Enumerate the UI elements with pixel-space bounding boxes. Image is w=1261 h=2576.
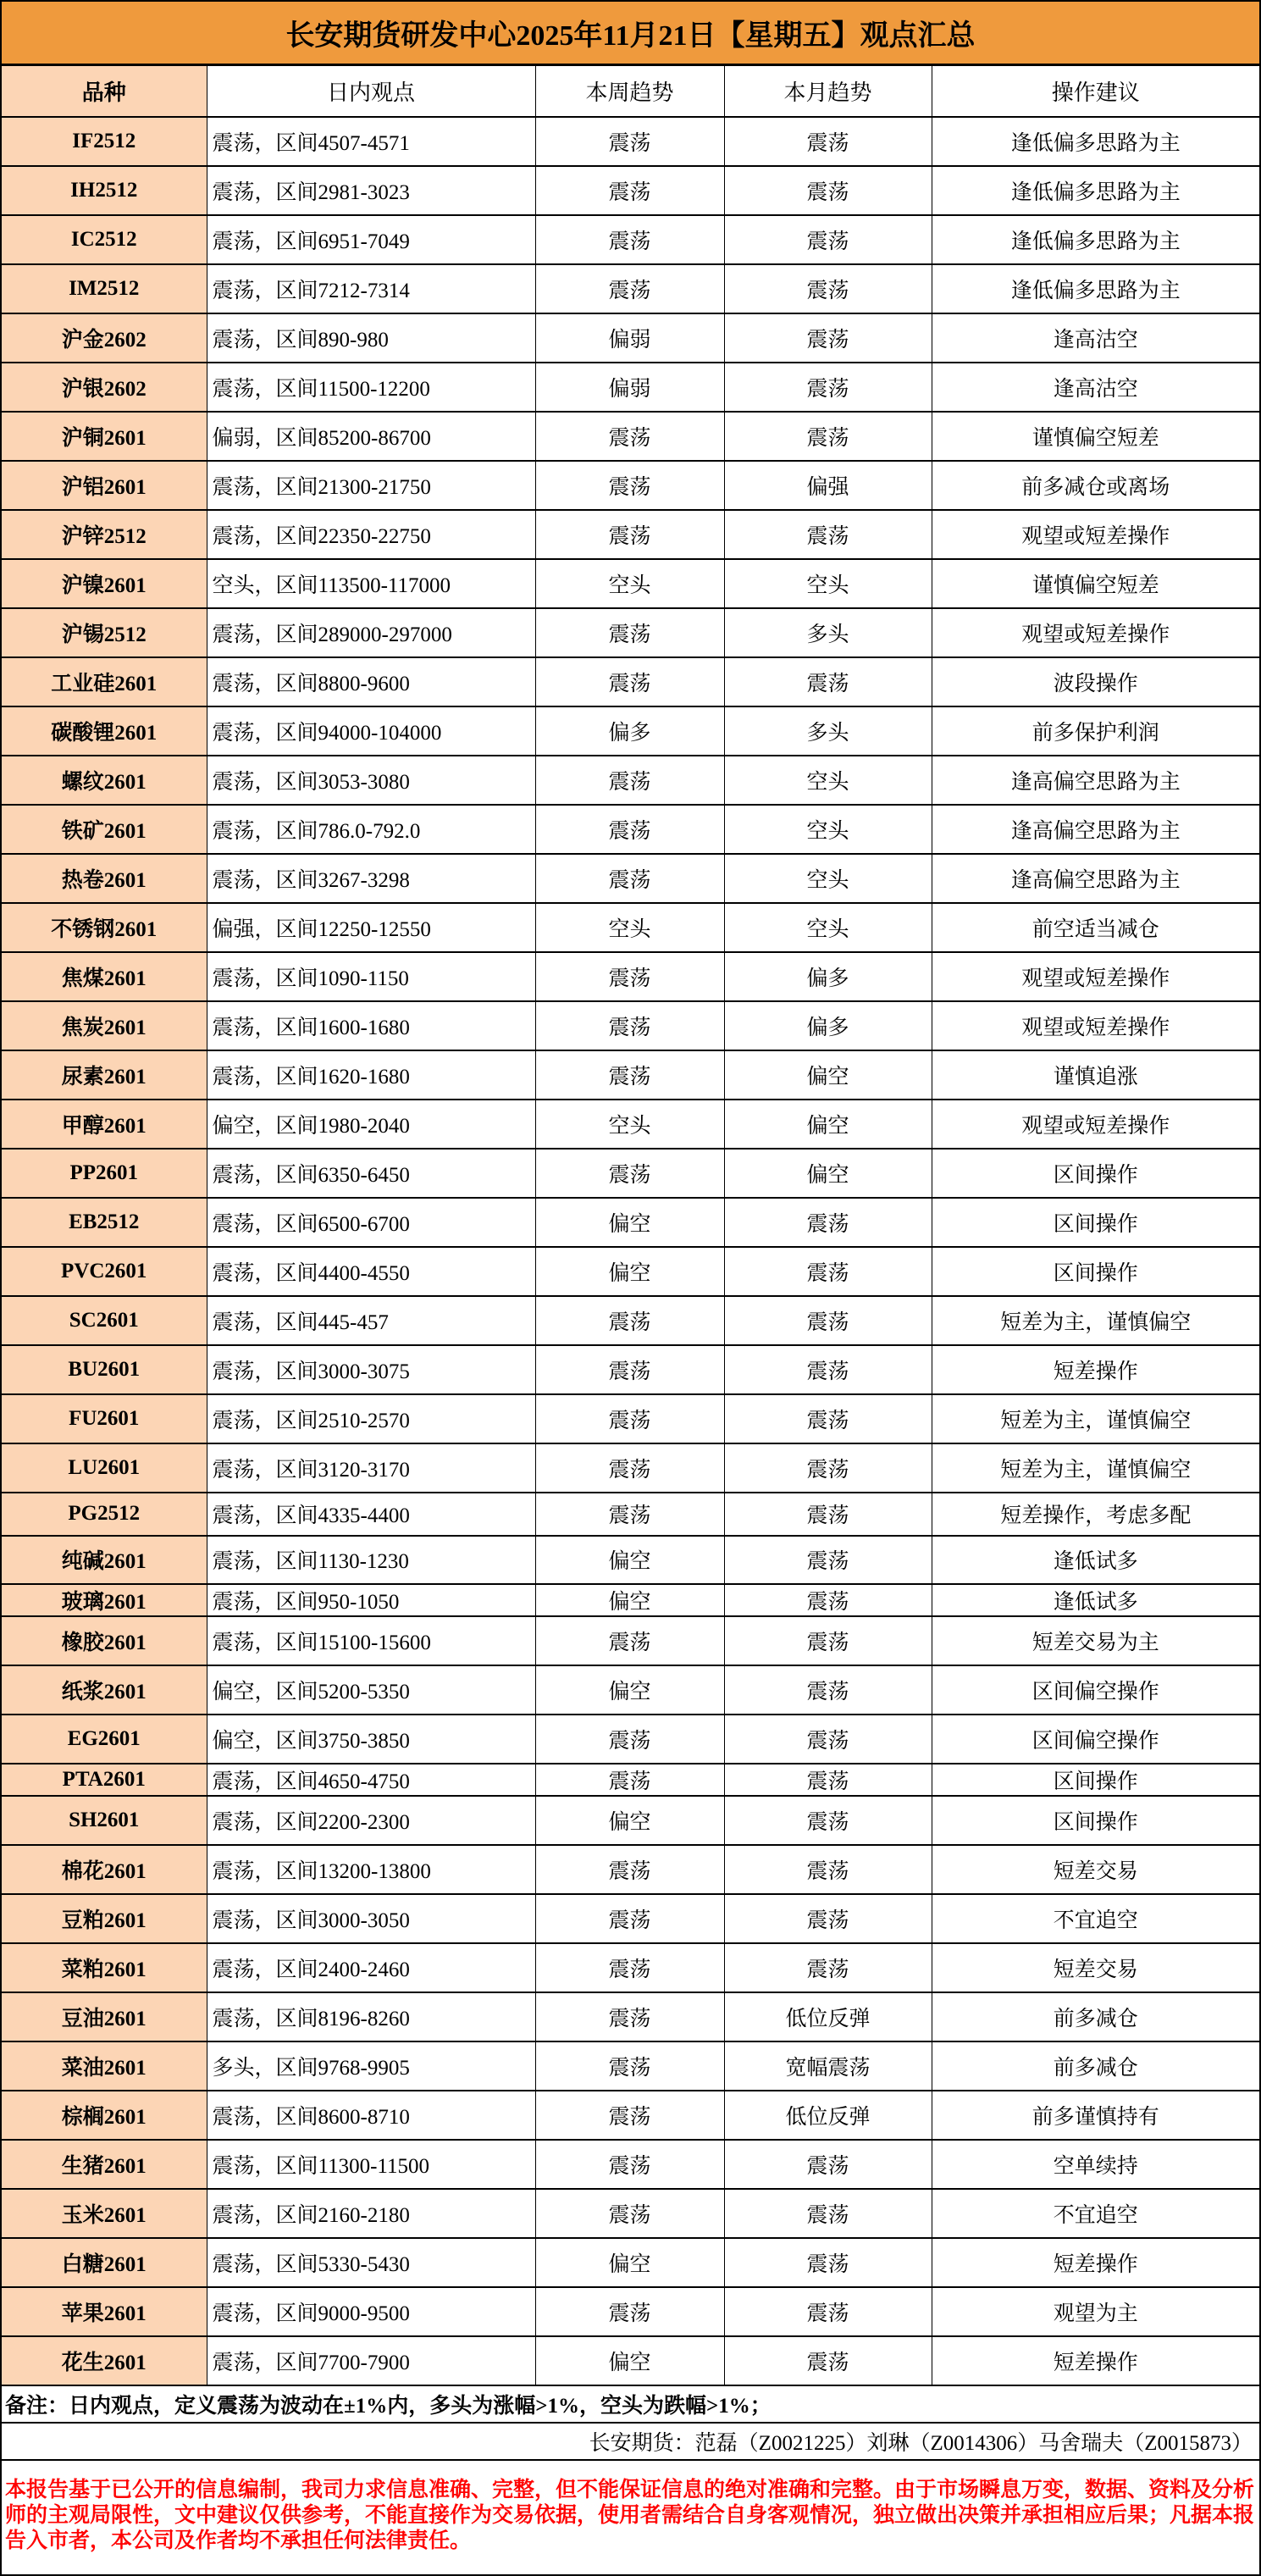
table-row <box>2 510 1259 559</box>
intraday-view-cell: 震荡，区间8196-8260 <box>207 1992 535 2041</box>
table-row <box>2 1493 1259 1536</box>
intraday-view-cell: 震荡，区间1600-1680 <box>207 1001 535 1050</box>
advice-cell: 短差为主，谨慎偏空 <box>932 1443 1259 1493</box>
advice-cell: 前多减仓 <box>932 1992 1259 2041</box>
month-trend-cell: 震荡 <box>724 1616 932 1665</box>
advice-cell: 谨慎追涨 <box>932 1050 1259 1100</box>
advice-cell: 区间操作 <box>932 1247 1259 1296</box>
month-trend-cell: 空头 <box>724 903 932 952</box>
advice-cell: 逢低试多 <box>932 1536 1259 1584</box>
advice-cell: 区间操作 <box>932 1796 1259 1845</box>
table-row <box>2 1050 1259 1100</box>
month-trend-cell: 震荡 <box>724 510 932 559</box>
table-row <box>2 363 1259 412</box>
week-trend-cell: 震荡 <box>535 215 724 264</box>
advice-cell: 区间偏空操作 <box>932 1715 1259 1764</box>
note-row: 备注：日内观点，定义震荡为波动在±1%内，多头为涨幅>1%，空头为跌幅>1%； <box>2 2386 1259 2424</box>
intraday-view-cell: 震荡，区间289000-297000 <box>207 608 535 657</box>
table-row <box>2 1796 1259 1845</box>
intraday-view-cell: 震荡，区间445-457 <box>207 1296 535 1345</box>
month-trend-cell: 震荡 <box>724 166 932 215</box>
variety-cell: 沪锌2512 <box>2 510 207 559</box>
variety-cell: 苹果2601 <box>2 2287 207 2336</box>
week-trend-cell: 偏空 <box>535 1247 724 1296</box>
variety-cell: 焦炭2601 <box>2 1001 207 1050</box>
week-trend-cell: 震荡 <box>535 1001 724 1050</box>
advice-cell: 前多保护利润 <box>932 706 1259 756</box>
variety-cell: 尿素2601 <box>2 1050 207 1100</box>
month-trend-cell: 偏空 <box>724 1149 932 1198</box>
month-trend-cell: 宽幅震荡 <box>724 2041 932 2091</box>
intraday-view-cell: 震荡，区间21300-21750 <box>207 461 535 510</box>
table-header-row <box>2 66 1259 117</box>
intraday-view-cell: 震荡，区间1620-1680 <box>207 1050 535 1100</box>
intraday-view-cell: 震荡，区间4507-4571 <box>207 117 535 166</box>
month-trend-cell: 空头 <box>724 854 932 903</box>
header-week-trend: 本周趋势 <box>535 66 724 117</box>
month-trend-cell: 低位反弹 <box>724 2091 932 2140</box>
views-table-body <box>2 66 1259 2385</box>
table-row <box>2 706 1259 756</box>
week-trend-cell: 震荡 <box>535 2041 724 2091</box>
table-row <box>2 2336 1259 2385</box>
variety-cell: 白糖2601 <box>2 2238 207 2287</box>
week-trend-cell: 震荡 <box>535 510 724 559</box>
week-trend-cell: 偏空 <box>535 1198 724 1247</box>
intraday-view-cell: 震荡，区间22350-22750 <box>207 510 535 559</box>
month-trend-cell: 震荡 <box>724 2238 932 2287</box>
variety-cell: 生猪2601 <box>2 2140 207 2189</box>
variety-cell: EB2512 <box>2 1198 207 1247</box>
table-row <box>2 461 1259 510</box>
intraday-view-cell: 震荡，区间2200-2300 <box>207 1796 535 1845</box>
table-row <box>2 854 1259 903</box>
variety-cell: EG2601 <box>2 1715 207 1764</box>
table-row <box>2 2189 1259 2238</box>
intraday-view-cell: 偏弱，区间85200-86700 <box>207 412 535 461</box>
week-trend-cell: 震荡 <box>535 756 724 805</box>
month-trend-cell: 震荡 <box>724 215 932 264</box>
variety-cell: PP2601 <box>2 1149 207 1198</box>
advice-cell: 观望为主 <box>932 2287 1259 2336</box>
intraday-view-cell: 震荡，区间13200-13800 <box>207 1845 535 1894</box>
month-trend-cell: 震荡 <box>724 1584 932 1616</box>
table-row <box>2 1149 1259 1198</box>
variety-cell: 橡胶2601 <box>2 1616 207 1665</box>
advice-cell: 谨慎偏空短差 <box>932 412 1259 461</box>
month-trend-cell: 震荡 <box>724 1247 932 1296</box>
week-trend-cell: 偏弱 <box>535 363 724 412</box>
variety-cell: 焦煤2601 <box>2 952 207 1001</box>
advice-cell: 逢低试多 <box>932 1584 1259 1616</box>
variety-cell: SC2601 <box>2 1296 207 1345</box>
variety-cell: 沪银2602 <box>2 363 207 412</box>
intraday-view-cell: 震荡，区间8600-8710 <box>207 2091 535 2140</box>
advice-cell: 短差为主，谨慎偏空 <box>932 1394 1259 1443</box>
variety-cell: BU2601 <box>2 1345 207 1394</box>
week-trend-cell: 震荡 <box>535 1894 724 1943</box>
intraday-view-cell: 震荡，区间2510-2570 <box>207 1394 535 1443</box>
month-trend-cell: 震荡 <box>724 313 932 363</box>
week-trend-cell: 震荡 <box>535 1992 724 2041</box>
advice-cell: 逢低偏多思路为主 <box>932 117 1259 166</box>
week-trend-cell: 震荡 <box>535 2140 724 2189</box>
month-trend-cell: 震荡 <box>724 1296 932 1345</box>
variety-cell: 菜粕2601 <box>2 1943 207 1992</box>
variety-cell: LU2601 <box>2 1443 207 1493</box>
month-trend-cell: 震荡 <box>724 2287 932 2336</box>
header-intraday: 日内观点 <box>207 66 535 117</box>
advice-cell: 逢高偏空思路为主 <box>932 805 1259 854</box>
variety-cell: 纸浆2601 <box>2 1665 207 1715</box>
variety-cell: 螺纹2601 <box>2 756 207 805</box>
advice-cell: 区间操作 <box>932 1198 1259 1247</box>
table-row <box>2 559 1259 608</box>
variety-cell: 玻璃2601 <box>2 1584 207 1616</box>
week-trend-cell: 震荡 <box>535 608 724 657</box>
variety-cell: 工业硅2601 <box>2 657 207 706</box>
variety-cell: 菜油2601 <box>2 2041 207 2091</box>
variety-cell: 热卷2601 <box>2 854 207 903</box>
intraday-view-cell: 震荡，区间11500-12200 <box>207 363 535 412</box>
intraday-view-cell: 震荡，区间4650-4750 <box>207 1764 535 1796</box>
table-row <box>2 2091 1259 2140</box>
intraday-view-cell: 震荡，区间1090-1150 <box>207 952 535 1001</box>
variety-cell: 沪铝2601 <box>2 461 207 510</box>
table-row <box>2 264 1259 313</box>
month-trend-cell: 偏多 <box>724 1001 932 1050</box>
week-trend-cell: 震荡 <box>535 2287 724 2336</box>
advice-cell: 逢低偏多思路为主 <box>932 264 1259 313</box>
variety-cell: 沪金2602 <box>2 313 207 363</box>
advice-cell: 短差操作 <box>932 2336 1259 2385</box>
table-row <box>2 1715 1259 1764</box>
table-row <box>2 657 1259 706</box>
variety-cell: 碳酸锂2601 <box>2 706 207 756</box>
header-advice: 操作建议 <box>932 66 1259 117</box>
intraday-view-cell: 震荡，区间7700-7900 <box>207 2336 535 2385</box>
advice-cell: 前空适当减仓 <box>932 903 1259 952</box>
advice-cell: 不宜追空 <box>932 1894 1259 1943</box>
table-row <box>2 756 1259 805</box>
month-trend-cell: 低位反弹 <box>724 1992 932 2041</box>
variety-cell: SH2601 <box>2 1796 207 1845</box>
table-row <box>2 903 1259 952</box>
week-trend-cell: 震荡 <box>535 1345 724 1394</box>
week-trend-cell: 震荡 <box>535 1050 724 1100</box>
table-row <box>2 1894 1259 1943</box>
month-trend-cell: 震荡 <box>724 363 932 412</box>
month-trend-cell: 空头 <box>724 559 932 608</box>
week-trend-cell: 震荡 <box>535 1443 724 1493</box>
month-trend-cell: 偏空 <box>724 1050 932 1100</box>
week-trend-cell: 震荡 <box>535 2091 724 2140</box>
month-trend-cell: 偏强 <box>724 461 932 510</box>
advice-cell: 前多减仓 <box>932 2041 1259 2091</box>
table-row <box>2 1992 1259 2041</box>
week-trend-cell: 震荡 <box>535 952 724 1001</box>
week-trend-cell: 震荡 <box>535 412 724 461</box>
intraday-view-cell: 震荡，区间3267-3298 <box>207 854 535 903</box>
intraday-view-cell: 震荡，区间9000-9500 <box>207 2287 535 2336</box>
variety-cell: PVC2601 <box>2 1247 207 1296</box>
variety-cell: PTA2601 <box>2 1764 207 1796</box>
table-row <box>2 952 1259 1001</box>
advice-cell: 逢高沽空 <box>932 363 1259 412</box>
intraday-view-cell: 偏空，区间5200-5350 <box>207 1665 535 1715</box>
month-trend-cell: 多头 <box>724 706 932 756</box>
table-row <box>2 1764 1259 1796</box>
table-row <box>2 117 1259 166</box>
week-trend-cell: 震荡 <box>535 2189 724 2238</box>
advice-cell: 不宜追空 <box>932 2189 1259 2238</box>
intraday-view-cell: 震荡，区间2400-2460 <box>207 1943 535 1992</box>
month-trend-cell: 震荡 <box>724 1536 932 1584</box>
report-title: 长安期货研发中心2025年11月21日【星期五】观点汇总 <box>2 0 1259 65</box>
advice-cell: 前多谨慎持有 <box>932 2091 1259 2140</box>
week-trend-cell: 震荡 <box>535 1715 724 1764</box>
variety-cell: PG2512 <box>2 1493 207 1536</box>
intraday-view-cell: 震荡，区间2160-2180 <box>207 2189 535 2238</box>
table-row <box>2 166 1259 215</box>
table-row <box>2 2041 1259 2091</box>
month-trend-cell: 震荡 <box>724 1943 932 1992</box>
advice-cell: 波段操作 <box>932 657 1259 706</box>
intraday-view-cell: 震荡，区间3120-3170 <box>207 1443 535 1493</box>
intraday-view-cell: 震荡，区间2981-3023 <box>207 166 535 215</box>
week-trend-cell: 震荡 <box>535 1296 724 1345</box>
week-trend-cell: 偏弱 <box>535 313 724 363</box>
table-row <box>2 1296 1259 1345</box>
month-trend-cell: 震荡 <box>724 2140 932 2189</box>
advice-cell: 观望或短差操作 <box>932 1100 1259 1149</box>
table-row <box>2 215 1259 264</box>
table-row <box>2 608 1259 657</box>
table-row <box>2 2287 1259 2336</box>
intraday-view-cell: 震荡，区间11300-11500 <box>207 2140 535 2189</box>
views-table <box>2 65 1259 2386</box>
table-row <box>2 1345 1259 1394</box>
advice-cell: 区间操作 <box>932 1149 1259 1198</box>
variety-cell: 沪铜2601 <box>2 412 207 461</box>
week-trend-cell: 震荡 <box>535 1943 724 1992</box>
table-row <box>2 1443 1259 1493</box>
intraday-view-cell: 多头，区间9768-9905 <box>207 2041 535 2091</box>
month-trend-cell: 空头 <box>724 805 932 854</box>
week-trend-cell: 震荡 <box>535 854 724 903</box>
advice-cell: 短差操作 <box>932 1345 1259 1394</box>
table-row <box>2 1100 1259 1149</box>
advice-cell: 短差交易 <box>932 1943 1259 1992</box>
intraday-view-cell: 震荡，区间7212-7314 <box>207 264 535 313</box>
month-trend-cell: 震荡 <box>724 264 932 313</box>
table-row <box>2 1845 1259 1894</box>
intraday-view-cell: 震荡，区间4335-4400 <box>207 1493 535 1536</box>
week-trend-cell: 偏空 <box>535 1536 724 1584</box>
week-trend-cell: 偏空 <box>535 1665 724 1715</box>
variety-cell: 沪镍2601 <box>2 559 207 608</box>
variety-cell: IF2512 <box>2 117 207 166</box>
advice-cell: 逢高沽空 <box>932 313 1259 363</box>
week-trend-cell: 震荡 <box>535 1149 724 1198</box>
variety-cell: 铁矿2601 <box>2 805 207 854</box>
week-trend-cell: 震荡 <box>535 1493 724 1536</box>
table-row <box>2 2238 1259 2287</box>
month-trend-cell: 震荡 <box>724 1345 932 1394</box>
intraday-view-cell: 震荡，区间6951-7049 <box>207 215 535 264</box>
table-row <box>2 1394 1259 1443</box>
advice-cell: 谨慎偏空短差 <box>932 559 1259 608</box>
week-trend-cell: 震荡 <box>535 117 724 166</box>
table-row <box>2 1247 1259 1296</box>
advice-cell: 短差操作，考虑多配 <box>932 1493 1259 1536</box>
advice-cell: 区间操作 <box>932 1764 1259 1796</box>
intraday-view-cell: 震荡，区间3000-3075 <box>207 1345 535 1394</box>
advice-cell: 观望或短差操作 <box>932 1001 1259 1050</box>
table-row <box>2 1584 1259 1616</box>
intraday-view-cell: 震荡，区间890-980 <box>207 313 535 363</box>
variety-cell: 甲醇2601 <box>2 1100 207 1149</box>
disclaimer: 本报告基于已公开的信息编制，我司力求信息准确、完整，但不能保证信息的绝对准确和完整。由于市场瞬息万变，数据、资料及分析师的主观局限性，文中建议仅供参考，不能直接作为交易依据，使用者需结合自身客观情况，独立做出决策并承担相应后果；凡据本报告入市者，本公司及作者均不承担任何法律责任。 <box>2 2461 1259 2576</box>
month-trend-cell: 震荡 <box>724 412 932 461</box>
table-row <box>2 1198 1259 1247</box>
advice-cell: 空单续持 <box>932 2140 1259 2189</box>
month-trend-cell: 偏多 <box>724 952 932 1001</box>
month-trend-cell: 空头 <box>724 756 932 805</box>
intraday-view-cell: 震荡，区间3000-3050 <box>207 1894 535 1943</box>
variety-cell: 花生2601 <box>2 2336 207 2385</box>
week-trend-cell: 空头 <box>535 903 724 952</box>
week-trend-cell: 空头 <box>535 1100 724 1149</box>
week-trend-cell: 偏多 <box>535 706 724 756</box>
variety-cell: 豆粕2601 <box>2 1894 207 1943</box>
week-trend-cell: 震荡 <box>535 1845 724 1894</box>
intraday-view-cell: 震荡，区间4400-4550 <box>207 1247 535 1296</box>
advice-cell: 逢高偏空思路为主 <box>932 854 1259 903</box>
variety-cell: 玉米2601 <box>2 2189 207 2238</box>
month-trend-cell: 震荡 <box>724 1894 932 1943</box>
table-row <box>2 412 1259 461</box>
month-trend-cell: 震荡 <box>724 1198 932 1247</box>
month-trend-cell: 震荡 <box>724 1665 932 1715</box>
table-row <box>2 1665 1259 1715</box>
variety-cell: 沪锡2512 <box>2 608 207 657</box>
intraday-view-cell: 震荡，区间6350-6450 <box>207 1149 535 1198</box>
week-trend-cell: 震荡 <box>535 461 724 510</box>
table-row <box>2 805 1259 854</box>
advice-cell: 短差操作 <box>932 2238 1259 2287</box>
week-trend-cell: 震荡 <box>535 1764 724 1796</box>
month-trend-cell: 震荡 <box>724 1764 932 1796</box>
intraday-view-cell: 震荡，区间1130-1230 <box>207 1536 535 1584</box>
intraday-view-cell: 震荡，区间3053-3080 <box>207 756 535 805</box>
month-trend-cell: 震荡 <box>724 1443 932 1493</box>
intraday-view-cell: 震荡，区间950-1050 <box>207 1584 535 1616</box>
table-row <box>2 1943 1259 1992</box>
table-row <box>2 1001 1259 1050</box>
week-trend-cell: 偏空 <box>535 1584 724 1616</box>
month-trend-cell: 震荡 <box>724 117 932 166</box>
month-trend-cell: 震荡 <box>724 1394 932 1443</box>
header-month-trend: 本月趋势 <box>724 66 932 117</box>
variety-cell: FU2601 <box>2 1394 207 1443</box>
month-trend-cell: 震荡 <box>724 1845 932 1894</box>
month-trend-cell: 震荡 <box>724 1715 932 1764</box>
intraday-view-cell: 震荡，区间5330-5430 <box>207 2238 535 2287</box>
advice-cell: 观望或短差操作 <box>932 608 1259 657</box>
variety-cell: 棉花2601 <box>2 1845 207 1894</box>
month-trend-cell: 震荡 <box>724 1796 932 1845</box>
week-trend-cell: 震荡 <box>535 1394 724 1443</box>
variety-cell: IH2512 <box>2 166 207 215</box>
advice-cell: 区间偏空操作 <box>932 1665 1259 1715</box>
week-trend-cell: 震荡 <box>535 166 724 215</box>
table-row <box>2 1536 1259 1584</box>
intraday-view-cell: 震荡，区间94000-104000 <box>207 706 535 756</box>
variety-cell: IM2512 <box>2 264 207 313</box>
advice-cell: 逢高偏空思路为主 <box>932 756 1259 805</box>
intraday-view-cell: 偏空，区间1980-2040 <box>207 1100 535 1149</box>
advice-cell: 观望或短差操作 <box>932 510 1259 559</box>
table-row <box>2 2140 1259 2189</box>
month-trend-cell: 偏空 <box>724 1100 932 1149</box>
week-trend-cell: 震荡 <box>535 264 724 313</box>
week-trend-cell: 偏空 <box>535 1796 724 1845</box>
week-trend-cell: 空头 <box>535 559 724 608</box>
week-trend-cell: 震荡 <box>535 657 724 706</box>
advice-cell: 短差为主，谨慎偏空 <box>932 1296 1259 1345</box>
week-trend-cell: 震荡 <box>535 805 724 854</box>
intraday-view-cell: 震荡，区间8800-9600 <box>207 657 535 706</box>
table-row <box>2 313 1259 363</box>
intraday-view-cell: 震荡，区间6500-6700 <box>207 1198 535 1247</box>
advice-cell: 逢低偏多思路为主 <box>932 166 1259 215</box>
variety-cell: 不锈钢2601 <box>2 903 207 952</box>
month-trend-cell: 震荡 <box>724 2336 932 2385</box>
authors-row: 长安期货：范磊（Z0021225）刘琳（Z0014306）马舍瑞夫（Z0015873） <box>2 2424 1259 2461</box>
intraday-view-cell: 震荡，区间786.0-792.0 <box>207 805 535 854</box>
variety-cell: 棕榈2601 <box>2 2091 207 2140</box>
month-trend-cell: 震荡 <box>724 2189 932 2238</box>
header-variety: 品种 <box>2 66 207 117</box>
advice-cell: 短差交易为主 <box>932 1616 1259 1665</box>
advice-cell: 短差交易 <box>932 1845 1259 1894</box>
week-trend-cell: 偏空 <box>535 2238 724 2287</box>
intraday-view-cell: 偏强，区间12250-12550 <box>207 903 535 952</box>
table-row <box>2 1616 1259 1665</box>
advice-cell: 观望或短差操作 <box>932 952 1259 1001</box>
variety-cell: IC2512 <box>2 215 207 264</box>
advice-cell: 前多减仓或离场 <box>932 461 1259 510</box>
advice-cell: 逢低偏多思路为主 <box>932 215 1259 264</box>
intraday-view-cell: 震荡，区间15100-15600 <box>207 1616 535 1665</box>
month-trend-cell: 多头 <box>724 608 932 657</box>
variety-cell: 豆油2601 <box>2 1992 207 2041</box>
month-trend-cell: 震荡 <box>724 1493 932 1536</box>
intraday-view-cell: 空头，区间113500-117000 <box>207 559 535 608</box>
intraday-view-cell: 偏空，区间3750-3850 <box>207 1715 535 1764</box>
week-trend-cell: 震荡 <box>535 1616 724 1665</box>
variety-cell: 纯碱2601 <box>2 1536 207 1584</box>
month-trend-cell: 震荡 <box>724 657 932 706</box>
week-trend-cell: 偏空 <box>535 2336 724 2385</box>
